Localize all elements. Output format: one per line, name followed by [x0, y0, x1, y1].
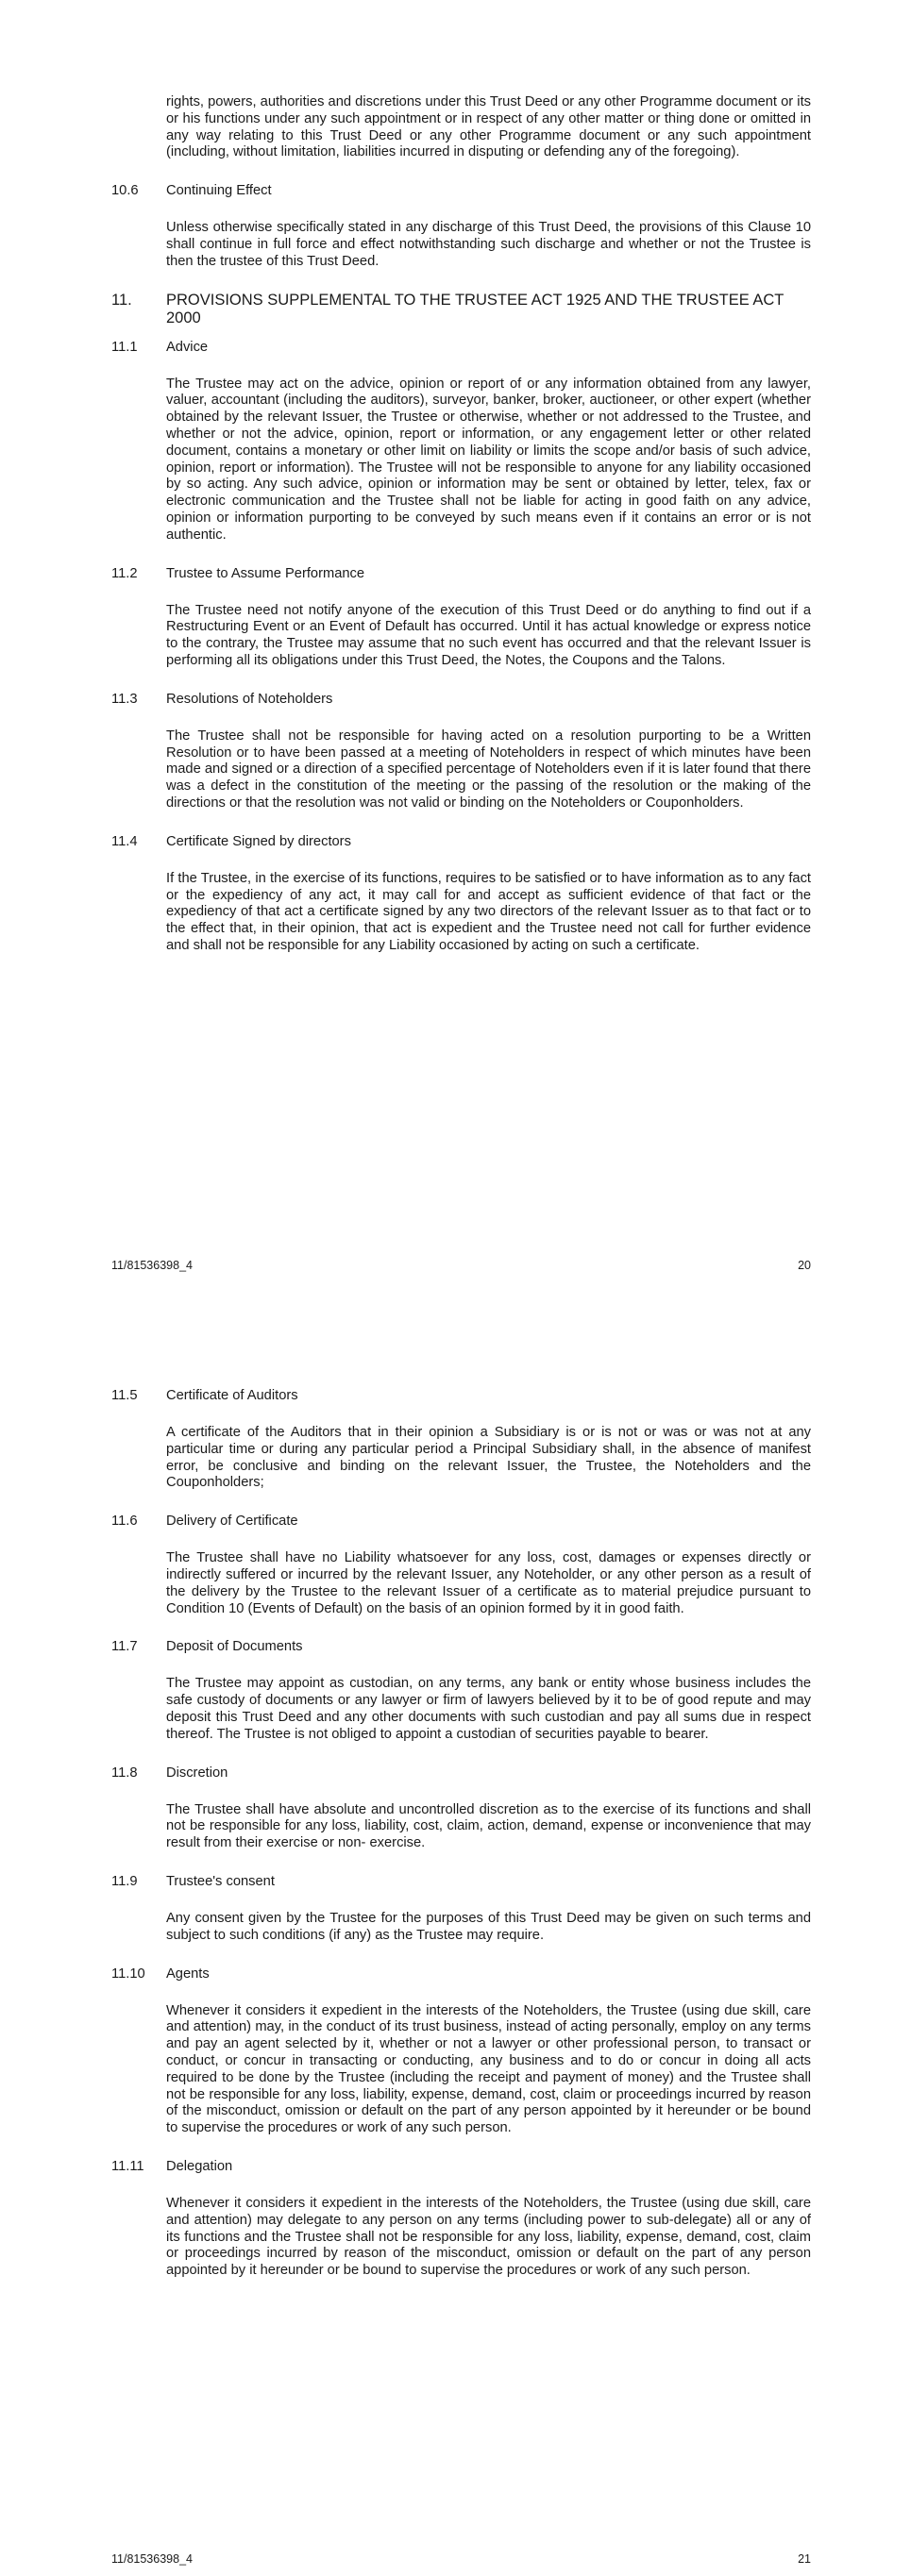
clause-title: Certificate Signed by directors	[166, 833, 351, 849]
clause-title: Continuing Effect	[166, 183, 272, 199]
clause-number: 10.6	[111, 183, 139, 199]
document-reference: 11/81536398_4	[111, 2552, 193, 2566]
clause-number: 11.9	[111, 1873, 138, 1889]
clause-11-11-heading	[111, 2158, 911, 2175]
clause-11-10-text: Whenever it considers it expedient in the interests of the Noteholders, the Trustee (using due skill, care and attention) may, in the conduct of its trust business, instead of acting personally, employ on any terms and pay an agent selected by it, whether or not a lawyer or other professional person, to transact or conduct, or concur in transacting or conducting, any business and to do or concur in doing all acts required to be done by the Trustee (including the receipt and payment of money) and the Trustee shall not be responsible for any loss, liability, expense, demand, cost, claim or proceedings incurred by reason of the misconduct, omission or default on the part of any person appointed by it hereunder or be bound to supervise the procedures or work of any such person.	[166, 2002, 811, 2136]
clause-number: 11.6	[111, 1514, 138, 1530]
page-20	[0, 94, 911, 955]
clause-11-6-text: The Trustee shall have no Liability whatsoever for any loss, cost, damages or expenses directly or indirectly suffered or incurred by the relevant Issuer, any Noteholder, or any other person as a result of the delivery by the Trustee to the relevant Issuer of a certificate as to material prejudice pursuant to Condition 10 (Events of Default) on the basis of an opinion formed by it in good faith.	[166, 1550, 811, 1616]
clause-number: 11.4	[111, 833, 138, 849]
clause-11-7-text: The Trustee may appoint as custodian, on any terms, any bank or entity whose business includes the safe custody of documents or any lawyer or firm of lawyers believed by it to be of good repute and may deposit this Trust Deed and any other documents with such custodian and pay all sums due in respect thereof. The Trustee is not obliged to appoint a custodian of securities payable to bearer.	[166, 1676, 811, 1742]
clause-11-2-heading	[111, 565, 911, 582]
clause-number: 11.10	[111, 1965, 145, 1982]
clause-10-6-heading	[111, 182, 911, 199]
clause-11-6-heading	[111, 1513, 911, 1530]
clause-11-4-text: If the Trustee, in the exercise of its functions, requires to be satisfied or to have information as to any fact or the expediency of any act, it may call for and accept as sufficient evidence of that fact or the expediency of that act a certificate signed by any two directors of the relevant Issuer as to that fact or to the effect that, in their opinion, that act is expedient and the Trustee need not call for further evidence and shall not be responsible for any Liability occasioned by acting on such a certificate.	[166, 870, 811, 953]
clause-11-8-text: The Trustee shall have absolute and uncontrolled discretion as to the exercise of its functions and shall not be responsible for any loss, liability, cost, claim, action, demand, expense or inconvenience that may result from their exercise or non- exercise.	[166, 1801, 811, 1851]
clause-number: 11.5	[111, 1388, 138, 1403]
clause-number: 11.11	[111, 2158, 144, 2174]
clause-title: Deposit of Documents	[166, 1639, 303, 1655]
clause-11-9-heading	[111, 1873, 911, 1890]
clause-11-7-heading	[111, 1638, 911, 1655]
clause-11-2-text: The Trustee need not notify anyone of the execution of this Trust Deed or do anything to find out if a Restructuring Event or an Event of Default has occurred. Until it has actual knowledge or express notice to the contrary, the Trustee may assume that no such event has occurred and that the relevant Issuer is performing all its obligations under this Trust Deed, the Notes, the Coupons and the Talons.	[166, 602, 811, 668]
clause-11-10-heading	[111, 1965, 911, 1982]
clause-11-heading	[111, 292, 911, 327]
clause-number: 11.3	[111, 691, 138, 707]
page-footer	[111, 2552, 811, 2566]
clause-number: 11.8	[111, 1765, 138, 1781]
page-footer	[111, 1259, 811, 1272]
clause-title: PROVISIONS SUPPLEMENTAL TO THE TRUSTEE ACT 1925 AND THE TRUSTEE ACT 2000	[166, 291, 784, 326]
clause-number: 11.	[111, 291, 132, 309]
clause-11-4-heading	[111, 833, 911, 850]
page-number: 21	[798, 2552, 811, 2566]
intro-paragraph: rights, powers, authorities and discretions under this Trust Deed or any other Programme document or its or his functions under any such appointment or in respect of any other matter or thing done or omitted in any way relating to this Trust Deed or any other Programme document or any such appointment (including, without limitation, liabilities incurred in disputing or defending any of the foregoing).	[166, 94, 811, 160]
clause-11-1-heading	[111, 339, 911, 356]
clause-title: Trustee to Assume Performance	[166, 565, 365, 581]
page-21	[0, 1387, 911, 2280]
page-number: 20	[798, 1259, 811, 1272]
clause-title: Delivery of Certificate	[166, 1514, 298, 1530]
clause-title: Certificate of Auditors	[166, 1388, 298, 1403]
clause-number: 11.1	[111, 339, 138, 355]
clause-title: Resolutions of Noteholders	[166, 691, 333, 707]
clause-title: Trustee's consent	[166, 1873, 275, 1889]
clause-11-3-heading	[111, 691, 911, 708]
clause-title: Delegation	[166, 2158, 233, 2174]
clause-number: 11.7	[111, 1639, 138, 1655]
clause-11-5-heading	[111, 1387, 911, 1404]
clause-11-1-text: The Trustee may act on the advice, opinion or report of or any information obtained from any lawyer, valuer, accountant (including the auditors), surveyor, banker, broker, auctioneer, or other expert (whether obtained by the relevant Issuer, the Trustee or otherwise, whether or not addressed to the Trustee, and whether or not the advice, opinion, report or information, or any engagement letter or other related document, contains a monetary or other limit on liability or limits the scope and/or basis of such advice, opinion, report or information). The Trustee will not be responsible to anyone for any liability occasioned by so acting. Any such advice, opinion or information may be sent or obtained by letter, telex, fax or electronic communication and the Trustee shall not be liable for acting in good faith on any advice, opinion or information purporting to be conveyed by such means even if it contains an error or is not authentic.	[166, 376, 811, 543]
clause-title: Agents	[166, 1965, 210, 1982]
clause-11-5-text: A certificate of the Auditors that in their opinion a Subsidiary is or is not or was or was not at any particular time or during any particular period a Principal Subsidiary shall, in the absence of manifest error, be conclusive and binding on the relevant Issuer, the Trustee, the Noteholders and the Couponholders;	[166, 1425, 811, 1491]
document-reference: 11/81536398_4	[111, 1259, 193, 1272]
clause-10-6-text: Unless otherwise specifically stated in any discharge of this Trust Deed, the provisions of this Clause 10 shall continue in full force and effect notwithstanding such discharge and whether or not the Trustee is then the trustee of this Trust Deed.	[166, 220, 811, 269]
clause-title: Advice	[166, 339, 209, 355]
clause-number: 11.2	[111, 565, 138, 581]
clause-title: Discretion	[166, 1765, 228, 1781]
clause-11-3-text: The Trustee shall not be responsible for having acted on a resolution purporting to be a Written Resolution or to have been passed at a meeting of Noteholders in respect of which minutes have been made and signed or a direction of a specified percentage of Noteholders even if it is later found that there was a defect in the constitution of the meeting or the passing of the resolution or the making of the directions or that the resolution was not valid or binding on the Noteholders or Couponholders.	[166, 728, 811, 811]
clause-11-9-text: Any consent given by the Trustee for the purposes of this Trust Deed may be given on such terms and subject to such conditions (if any) as the Trustee may require.	[166, 1910, 811, 1943]
clause-11-11-text: Whenever it considers it expedient in the interests of the Noteholders, the Trustee (using due skill, care and attention) may delegate to any person on any terms (including power to sub-delegate) all or any of its functions and the Trustee shall not be responsible for any loss, liability, expense, demand, cost, claim or proceedings incurred by reason of the misconduct, omission or default on the part of any person appointed by it hereunder or be bound to supervise the procedures or work of any such person.	[166, 2195, 811, 2279]
clause-11-8-heading	[111, 1765, 911, 1781]
